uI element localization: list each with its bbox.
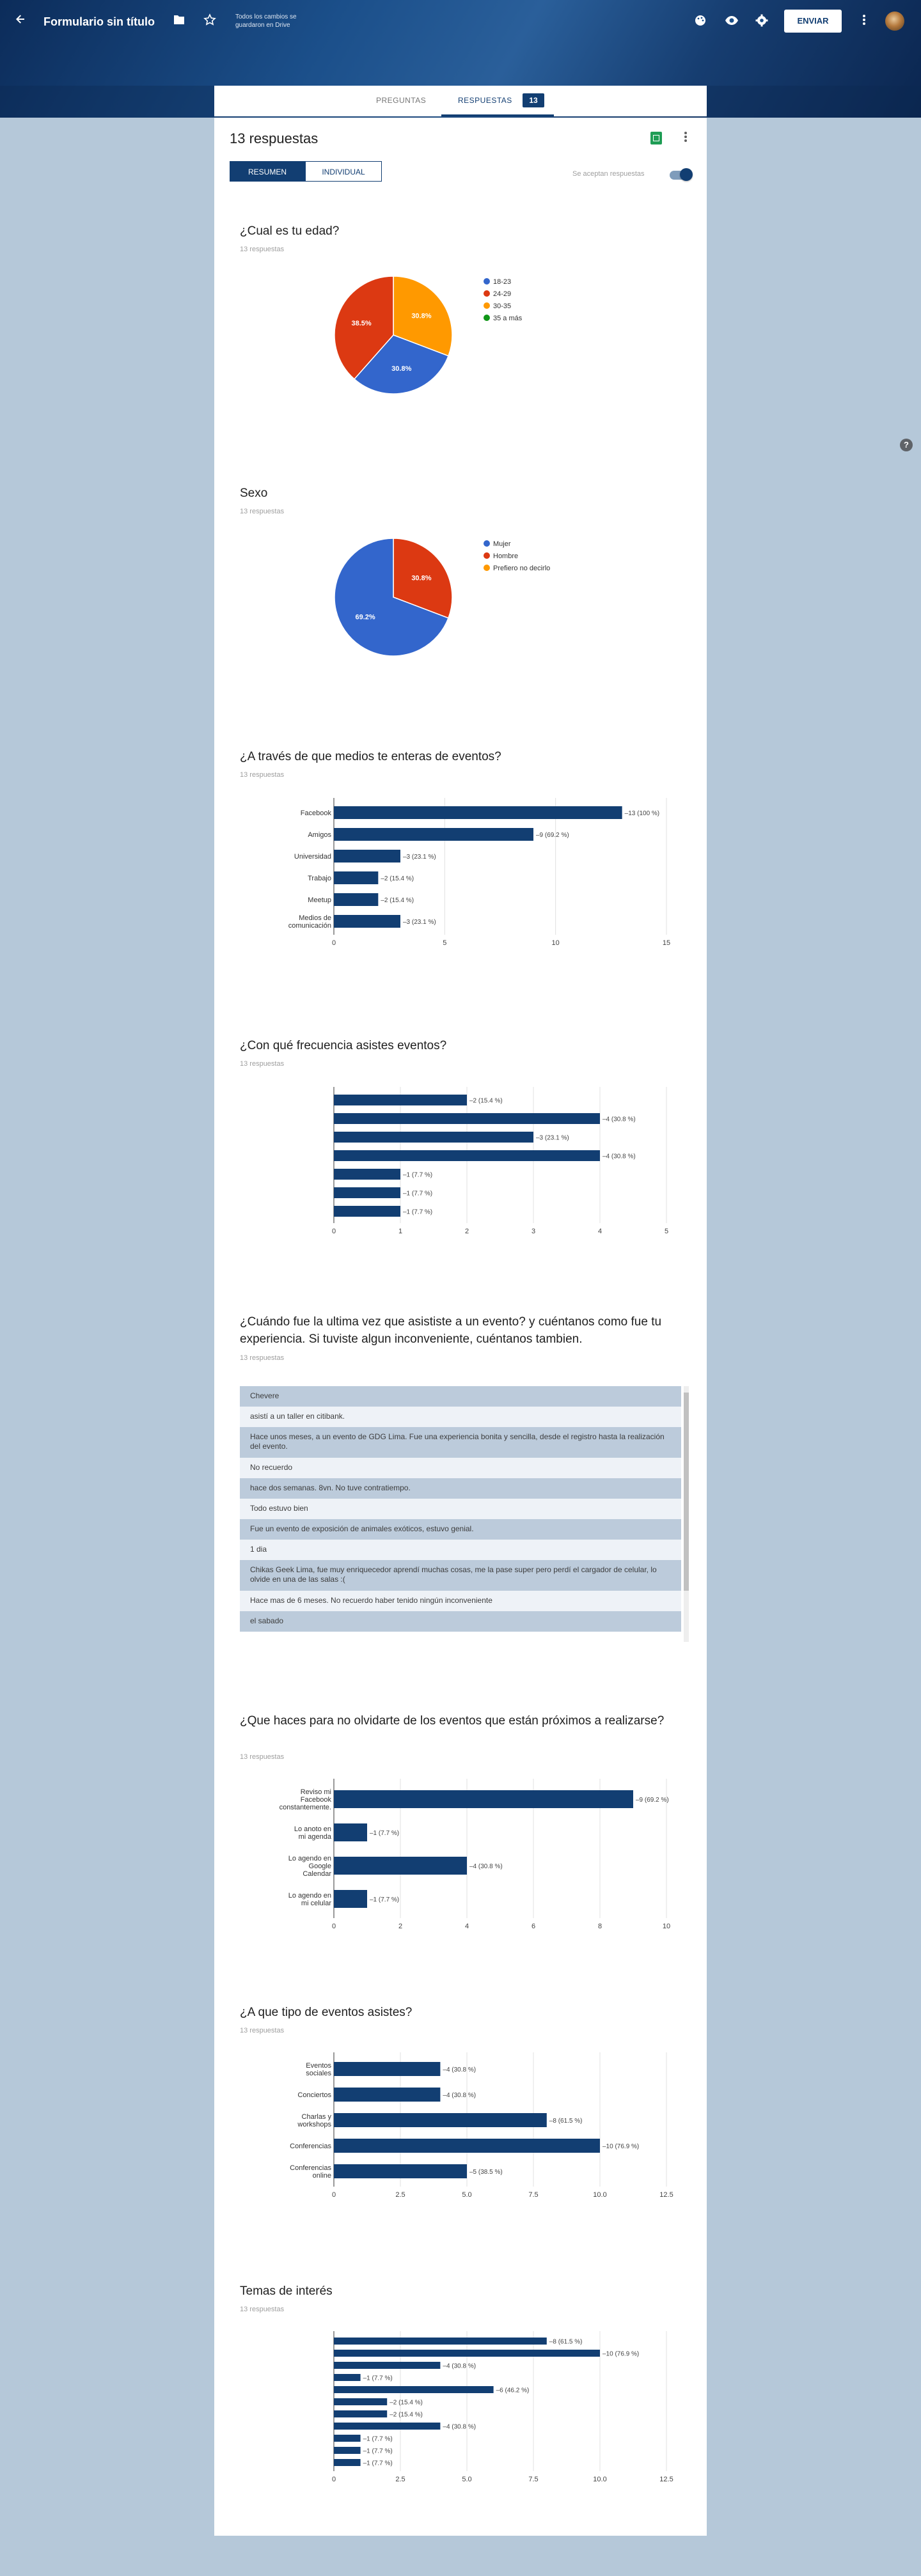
bar-value-label: –1 (7.7 %) — [403, 1190, 433, 1198]
bar — [334, 2164, 467, 2178]
bar-value-label: –1 (7.7 %) — [363, 2447, 393, 2455]
legend-marker — [484, 540, 490, 547]
bar — [334, 2374, 361, 2381]
legend-label: 35 a más — [493, 315, 523, 322]
pie-slice-label: 69.2% — [355, 613, 375, 621]
bar-value-label: –4 (30.8 %) — [443, 2066, 476, 2073]
tick-label: 0 — [331, 1923, 336, 1930]
category-label: sociales — [306, 2070, 331, 2077]
bar — [334, 2435, 361, 2442]
bar — [334, 1169, 400, 1180]
bar — [334, 1150, 600, 1161]
responses-card — [214, 118, 707, 2536]
tick-label: 4 — [464, 1923, 469, 1930]
tick-label: 12.5 — [659, 2476, 673, 2483]
bar-value-label: –9 (69.2 %) — [536, 832, 569, 839]
list-item: No recuerdo — [240, 1458, 681, 1478]
form-title[interactable]: Formulario sin título — [43, 15, 155, 28]
bar-value-label: –2 (15.4 %) — [469, 1097, 503, 1105]
bar — [334, 2338, 547, 2345]
category-label: workshops — [297, 2121, 331, 2128]
topics-bar-chart — [240, 2330, 681, 2496]
category-label: Meetup — [308, 896, 331, 904]
summary-view-button[interactable]: RESUMEN — [230, 161, 305, 182]
category-label: Conciertos — [297, 2091, 331, 2099]
category-label: Amigos — [308, 831, 331, 839]
bar — [334, 1132, 533, 1143]
google-sheets-icon[interactable] — [650, 132, 662, 144]
bar — [334, 2139, 600, 2153]
tick-label: 5 — [664, 1228, 669, 1235]
bar-value-label: –4 (30.8 %) — [469, 1863, 503, 1870]
bar-value-label: –13 (100 %) — [624, 810, 660, 817]
category-label: Medios de — [299, 914, 331, 922]
question-title: ¿Con qué frecuencia asistes eventos? — [240, 1039, 447, 1052]
tick-label: 15 — [662, 939, 671, 947]
bar — [334, 2423, 440, 2430]
tick-label: 4 — [597, 1228, 602, 1235]
bar — [334, 2362, 440, 2369]
legend-label: Mujer — [493, 540, 511, 548]
bar — [334, 2350, 600, 2357]
category-label: Eventos — [306, 2062, 331, 2070]
tick-label: 1 — [398, 1228, 403, 1235]
bar — [334, 828, 533, 841]
folder-icon[interactable] — [173, 14, 185, 29]
form-tabs — [214, 86, 707, 116]
bar — [334, 1890, 367, 1908]
bar — [334, 1187, 400, 1198]
legend-marker — [484, 565, 490, 571]
category-label: Reviso mi — [300, 1788, 331, 1796]
bar — [334, 2062, 440, 2076]
legend-label: 24-29 — [493, 290, 512, 298]
tick-label: 5.0 — [462, 2476, 472, 2483]
accepting-responses-label: Se aceptan respuestas — [572, 170, 645, 178]
bar-value-label: –10 (76.9 %) — [602, 2143, 640, 2150]
list-item: hace dos semanas. 8vn. No tuve contratiempo. — [240, 1478, 681, 1499]
media-bar-chart — [240, 795, 681, 952]
question-title: ¿Cuándo fue la ultima vez que asististe a un evento? y cuéntanos como fue tu experiencia. Si tuviste algun inconveniente, cuéntanos tambien. — [240, 1315, 662, 1346]
bar-value-label: –2 (15.4 %) — [381, 875, 414, 882]
bar-value-label: –2 (15.4 %) — [390, 2399, 423, 2407]
bar-value-label: –1 (7.7 %) — [363, 2375, 393, 2382]
bar-value-label: –1 (7.7 %) — [363, 2460, 393, 2467]
gear-icon[interactable] — [755, 14, 768, 31]
list-item: Todo estuvo bien — [240, 1499, 681, 1519]
reminder-bar-chart — [240, 1779, 681, 1932]
legend-marker — [484, 302, 490, 309]
bar — [334, 2459, 361, 2466]
list-item: el sabado — [240, 1611, 681, 1632]
tick-label: 0 — [331, 1228, 336, 1235]
tick-label: 5.0 — [462, 2191, 472, 2199]
bar-value-label: –1 (7.7 %) — [370, 1896, 400, 1903]
avatar[interactable] — [885, 12, 904, 31]
category-label: Trabajo — [308, 875, 331, 882]
question-response-count: 13 respuestas — [240, 771, 285, 779]
tick-label: 10 — [662, 1923, 671, 1930]
bar-value-label: –8 (61.5 %) — [549, 2118, 583, 2125]
category-label: comunicación — [288, 922, 331, 930]
legend-label: 30-35 — [493, 302, 512, 310]
bar — [334, 2386, 494, 2393]
pie-slice-label: 30.8% — [411, 312, 432, 320]
question-response-count: 13 respuestas — [240, 1354, 285, 1362]
category-label: Calendar — [303, 1870, 331, 1878]
list-item: Hace mas de 6 meses. No recuerdo haber tenido ningún inconveniente — [240, 1591, 681, 1611]
help-icon[interactable]: ? — [900, 439, 913, 451]
tick-label: 10.0 — [593, 2191, 607, 2199]
bar-value-label: –1 (7.7 %) — [403, 1208, 433, 1216]
more-vert-icon[interactable] — [862, 13, 866, 30]
tick-label: 7.5 — [528, 2191, 539, 2199]
frequency-bar-chart — [240, 1084, 681, 1241]
bar-value-label: –9 (69.2 %) — [636, 1797, 669, 1804]
category-label: mi celular — [301, 1900, 331, 1907]
bar — [334, 1823, 367, 1841]
list-item: Hace unos meses, a un evento de GDG Lima. Fue una experiencia bonita y sencilla, desde el registro hasta la realización del evento. — [240, 1427, 681, 1458]
active-tab-indicator — [441, 114, 554, 116]
category-label: Conferencias — [290, 2164, 331, 2172]
save-status: Todos los cambios se guardaron en Drive — [235, 13, 297, 29]
bar — [334, 850, 400, 863]
category-label: constantemente. — [279, 1804, 331, 1811]
bar — [334, 871, 378, 884]
bar — [334, 1206, 400, 1217]
bar-value-label: –1 (7.7 %) — [403, 1171, 433, 1179]
tick-label: 6 — [531, 1923, 536, 1930]
bar — [334, 2447, 361, 2454]
tab-respuestas[interactable]: RESPUESTAS — [458, 96, 512, 105]
question-title: ¿A través de que medios te enteras de eventos? — [240, 750, 501, 763]
age-pie-chart — [304, 271, 611, 399]
legend-marker — [484, 552, 490, 559]
bar — [334, 893, 378, 906]
tick-label: 2 — [464, 1228, 469, 1235]
category-label: Lo agendo en — [288, 1892, 331, 1900]
category-label: Google — [308, 1862, 331, 1870]
tick-label: 5 — [443, 939, 447, 947]
tick-label: 10.0 — [593, 2476, 607, 2483]
bar-value-label: –4 (30.8 %) — [602, 1116, 636, 1123]
palette-icon[interactable] — [694, 14, 707, 31]
bar-value-label: –4 (30.8 %) — [602, 1153, 636, 1160]
legend-label: Prefiero no decirlo — [493, 565, 551, 572]
individual-view-button[interactable]: INDIVIDUAL — [305, 161, 382, 182]
question-title: ¿Cual es tu edad? — [240, 224, 340, 238]
pie-slice-label: 38.5% — [351, 320, 372, 328]
event-type-bar-chart — [240, 2051, 681, 2211]
send-button[interactable]: ENVIAR — [784, 10, 842, 33]
list-item: asistí a un taller en citibank. — [240, 1407, 681, 1427]
star-icon[interactable] — [203, 13, 216, 30]
bar-value-label: –1 (7.7 %) — [363, 2435, 393, 2443]
bar — [334, 915, 400, 928]
bar — [334, 2398, 387, 2405]
tick-label: 2.5 — [395, 2191, 405, 2199]
toggle-knob[interactable] — [680, 168, 693, 181]
legend-marker — [484, 315, 490, 321]
bar — [334, 1790, 633, 1808]
bar-value-label: –4 (30.8 %) — [443, 2362, 476, 2370]
tick-label: 12.5 — [659, 2191, 673, 2199]
more-vert-icon[interactable] — [684, 130, 688, 146]
tick-label: 7.5 — [528, 2476, 539, 2483]
bar-value-label: –1 (7.7 %) — [370, 1830, 400, 1837]
list-item: Chevere — [240, 1386, 681, 1407]
pie-slice-label: 30.8% — [391, 364, 412, 373]
bar-value-label: –3 (23.1 %) — [536, 1134, 569, 1142]
bar — [334, 2410, 387, 2417]
category-label: Facebook — [300, 1796, 331, 1804]
text-answers-list[interactable] — [240, 1386, 681, 1642]
bar — [334, 1857, 467, 1875]
list-item: Fue un evento de exposición de animales exóticos, estuvo genial. — [240, 1519, 681, 1540]
question-title: ¿Que haces para no olvidarte de los eventos que están próximos a realizarse? — [240, 1714, 665, 1728]
pie-slice-label: 30.8% — [411, 574, 432, 582]
sex-pie-chart — [304, 533, 611, 661]
bar — [334, 806, 622, 819]
legend-label: Hombre — [493, 552, 519, 560]
tick-label: 10 — [551, 939, 560, 947]
bar-value-label: –10 (76.9 %) — [602, 2350, 640, 2358]
bar-value-label: –4 (30.8 %) — [443, 2092, 476, 2099]
tick-label: 8 — [597, 1923, 602, 1930]
bar-value-label: –5 (38.5 %) — [469, 2169, 503, 2176]
tick-label: 2.5 — [395, 2476, 405, 2483]
category-label: Universidad — [294, 853, 331, 861]
question-response-count: 13 respuestas — [240, 246, 285, 253]
category-label: online — [312, 2172, 331, 2180]
category-label: Conferencias — [290, 2143, 331, 2150]
question-response-count: 13 respuestas — [240, 1060, 285, 1068]
question-title: ¿A que tipo de eventos asistes? — [240, 2006, 413, 2019]
question-title: Sexo — [240, 487, 268, 500]
bar-value-label: –3 (23.1 %) — [403, 854, 436, 861]
bar — [334, 2088, 440, 2102]
responses-count-badge: 13 — [523, 93, 544, 107]
tick-label: 3 — [531, 1228, 536, 1235]
arrow-back-icon[interactable] — [14, 13, 27, 29]
bar-value-label: –4 (30.8 %) — [443, 2423, 476, 2431]
bar — [334, 1095, 467, 1105]
top-bar — [0, 0, 921, 42]
bar-value-label: –6 (46.2 %) — [496, 2387, 530, 2394]
tick-label: 0 — [331, 2191, 336, 2199]
scrollbar-thumb[interactable] — [684, 1393, 689, 1591]
list-item: Chikas Geek Lima, fue muy enriquecedor aprendí muchas cosas, me la pase super pero perdí el cargador de celular, lo olvide en una de las salas :( — [240, 1560, 681, 1591]
legend-marker — [484, 278, 490, 285]
bar-value-label: –3 (23.1 %) — [403, 919, 436, 926]
bar-value-label: –2 (15.4 %) — [381, 897, 414, 904]
bar — [334, 2113, 547, 2127]
question-response-count: 13 respuestas — [240, 2306, 285, 2313]
tab-preguntas[interactable]: PREGUNTAS — [376, 96, 427, 105]
tick-label: 0 — [331, 939, 336, 947]
category-label: Lo agendo en — [288, 1855, 331, 1862]
tick-label: 0 — [331, 2476, 336, 2483]
question-response-count: 13 respuestas — [240, 2027, 285, 2034]
bar-value-label: –8 (61.5 %) — [549, 2338, 583, 2346]
bar — [334, 1113, 600, 1124]
question-response-count: 13 respuestas — [240, 1753, 285, 1761]
list-item: 1 dia — [240, 1540, 681, 1560]
eye-icon[interactable] — [725, 14, 739, 31]
legend-label: 18-23 — [493, 278, 512, 286]
category-label: Charlas y — [301, 2113, 331, 2121]
category-label: mi agenda — [298, 1833, 331, 1841]
question-response-count: 13 respuestas — [240, 508, 285, 515]
bar-value-label: –2 (15.4 %) — [390, 2411, 423, 2419]
question-title: Temas de interés — [240, 2284, 333, 2298]
category-label: Facebook — [300, 809, 331, 817]
responses-heading: 13 respuestas — [230, 130, 319, 146]
category-label: Lo anoto en — [294, 1825, 331, 1833]
tick-label: 2 — [398, 1923, 403, 1930]
legend-marker — [484, 290, 490, 297]
